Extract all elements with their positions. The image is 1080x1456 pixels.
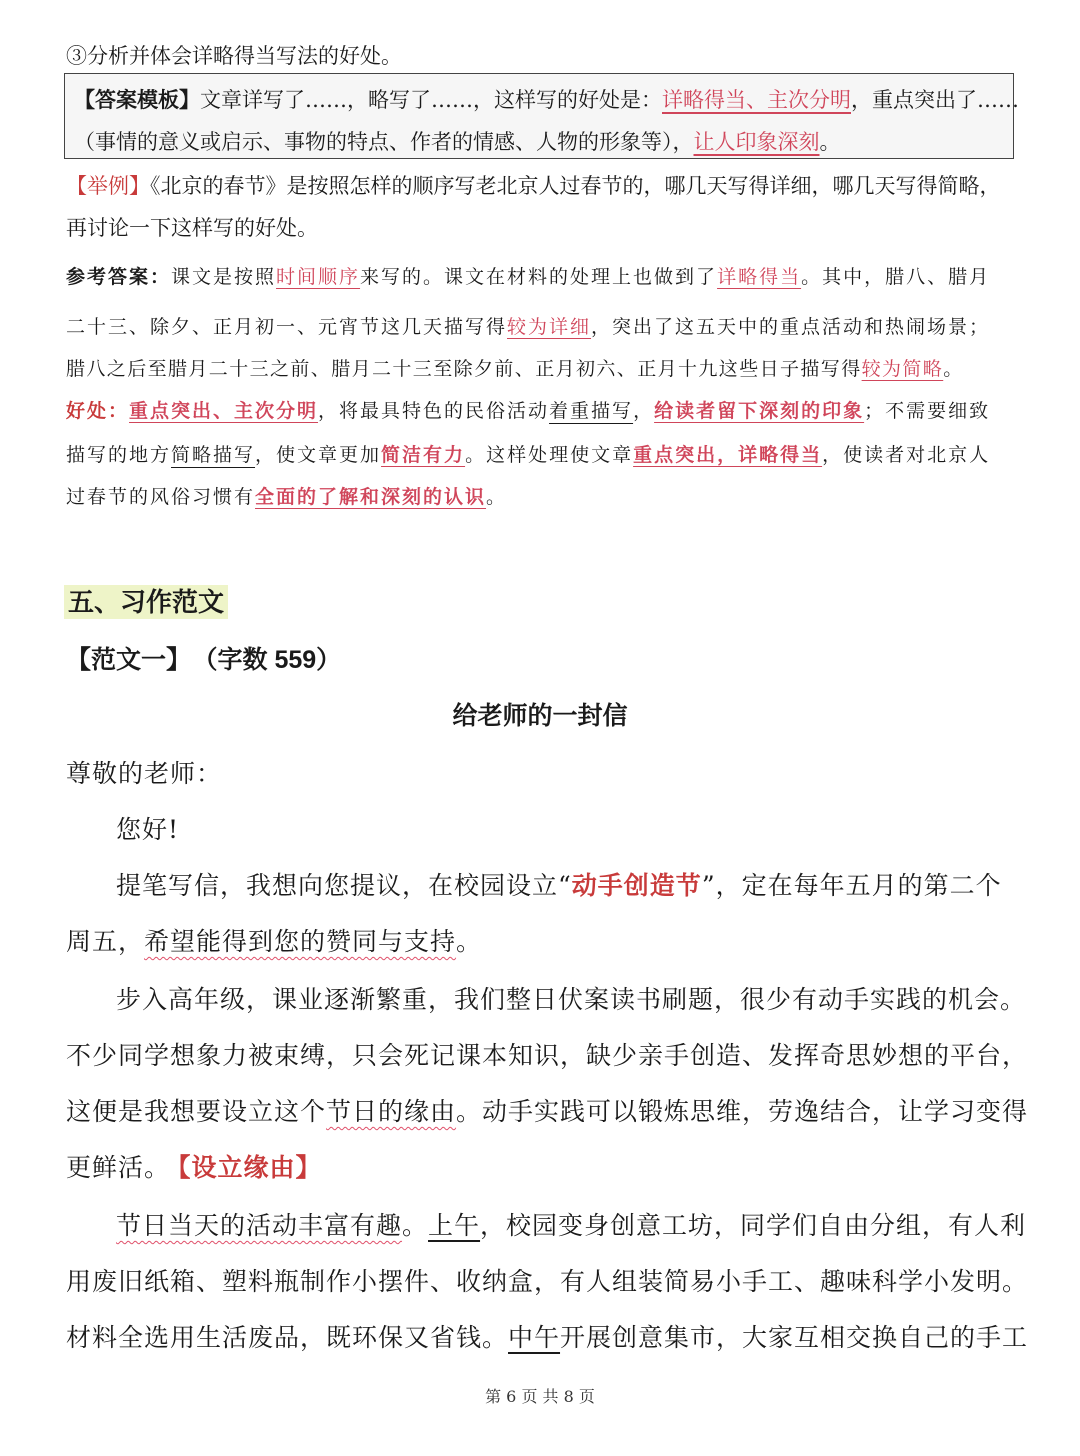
reference-label: 参考答案： <box>66 267 172 288</box>
wavy-underlined-phrase: 节日的缘由 <box>326 1097 457 1126</box>
page-footer: 第 6 页 共 8 页 <box>485 1387 595 1406</box>
underlined-phrase: 上午 <box>428 1211 481 1240</box>
reference-text: 课文是按照 <box>171 266 277 288</box>
template-label: 【答案模板】 <box>74 87 200 112</box>
underlined-phrase: 简略描写 <box>171 444 256 466</box>
essay-text: ”，定在每年五月的第二个 <box>701 871 1002 900</box>
annotation-tag: 【设立缘由】 <box>178 1154 322 1182</box>
essay-text: 。 <box>456 927 483 956</box>
template-text: ，重点突出了…… <box>851 88 1019 112</box>
reference-text: 描写的地方 <box>66 444 172 466</box>
reference-text: 。这样处理使文章 <box>465 444 634 466</box>
essay-highlight: 动手创造节 <box>571 872 702 900</box>
reference-text: 来写的。课文在材料的处理上也做到了 <box>360 266 718 288</box>
template-key-phrase: 详略得当、主次分明 <box>662 88 851 112</box>
essay-p2-line3 <box>66 1092 1028 1128</box>
reference-text: ， <box>633 400 655 422</box>
section-title: 五、习作范文 <box>64 585 228 619</box>
reference-line-6 <box>66 482 507 509</box>
essay-title: 给老师的一封信 <box>452 702 628 730</box>
underlined-phrase: 中午 <box>508 1323 561 1352</box>
word-count: （字数 559） <box>205 646 342 674</box>
benefit-label: 好处： <box>66 400 130 422</box>
reference-text: ，突出了这五天中的重点活动和热闹场景； <box>591 316 991 338</box>
reference-text: ；不需要细致 <box>864 400 991 422</box>
template-text: 。 <box>819 130 841 154</box>
reference-text: 二十三、除夕、正月初一、元宵节这几天描写得 <box>66 316 508 338</box>
key-phrase: 详略得当 <box>717 266 802 288</box>
essay-p3-line3 <box>66 1318 1028 1354</box>
reference-line-5 <box>66 440 990 467</box>
reference-text: ，使文章更加 <box>255 444 382 466</box>
key-phrase: 较为简略 <box>861 358 944 380</box>
key-phrase: 较为详细 <box>507 316 592 338</box>
reference-line-2 <box>66 312 990 339</box>
reference-line-1 <box>66 262 990 289</box>
template-key-phrase: 让人印象深刻 <box>693 130 820 154</box>
key-phrase: 简洁有力 <box>381 444 466 466</box>
sample-heading <box>66 640 341 676</box>
wavy-underlined-phrase: 希望能得到您的赞同与支持 <box>144 927 457 956</box>
example-text: 《北京的春节》是按照怎样的顺序写老北京人过春节的，哪几天写得详细，哪几天写得简略， <box>150 174 1001 198</box>
essay-p2-line1: 步入高年级，课业逐渐繁重，我们整日伏案读书刷题，很少有动手实践的机会。 <box>116 985 1027 1014</box>
key-phrase: 给读者留下深刻的印象 <box>654 400 865 422</box>
reference-text: 。 <box>943 358 964 380</box>
essay-text: 开展创意集市，大家互相交换自己的手工 <box>560 1323 1029 1352</box>
essay-greeting: 尊敬的老师： <box>66 759 223 788</box>
example-line-2: 再讨论一下这样写的好处。 <box>66 216 318 240</box>
template-line-1 <box>74 84 1019 114</box>
reference-text: 过春节的风俗习惯有 <box>66 486 256 508</box>
template-text: （事情的意义或启示、事物的特点、作者的情感、人物的形象等）， <box>74 130 694 154</box>
example-label: 【举例】 <box>66 174 150 198</box>
key-phrase: 重点突出、主次分明 <box>129 400 319 422</box>
reference-text: ，使读者对北京人 <box>822 444 991 466</box>
template-text: 文章详写了……，略写了……，这样写的好处是： <box>200 88 662 112</box>
essay-hello: 您好! <box>116 815 180 844</box>
essay-p2-line2: 不少同学想象力被束缚，只会死记课本知识，缺少亲手创造、发挥奇思妙想的平台， <box>66 1041 1029 1070</box>
essay-text: 周五， <box>66 927 145 956</box>
essay-text: 提笔写信，我想向您提议，在校园设立“ <box>116 871 572 900</box>
sample-label: 【范文一】 <box>66 646 192 674</box>
reference-text: 腊八之后至腊月二十三之前、腊月二十三至除夕前、正月初六、正月十九这些日子描写得 <box>66 358 862 380</box>
wavy-underlined-phrase: 节日当天的活动丰富有趣 <box>116 1211 403 1240</box>
reference-line-4 <box>66 396 990 423</box>
essay-text: 。动手实践可以锻炼思维，劳逸结合，让学习变得 <box>456 1097 1029 1126</box>
essay-text: 材料全选用生活废品，既环保又省钱。 <box>66 1323 509 1352</box>
key-phrase: 时间顺序 <box>276 266 361 288</box>
essay-p1-line1 <box>116 866 1002 902</box>
key-phrase: 重点突出，详略得当 <box>633 444 823 466</box>
reference-text: 。 <box>486 486 508 508</box>
essay-p1-line2 <box>66 922 482 958</box>
reference-text: 。其中，腊八、腊月 <box>801 266 991 288</box>
essay-p3-line1 <box>116 1206 1026 1242</box>
key-phrase: 全面的了解和深刻的认识 <box>255 486 487 508</box>
method-item-3: ③分析并体会详略得当写法的好处。 <box>66 44 402 68</box>
essay-text: 更鲜活。 <box>66 1153 171 1182</box>
reference-text: ，将最具特色的民俗活动 <box>318 400 550 422</box>
reference-line-3 <box>66 354 964 381</box>
section-heading <box>64 582 228 619</box>
underlined-phrase: 着重描写 <box>549 400 634 422</box>
template-line-2 <box>74 126 841 156</box>
example-line-1 <box>66 170 1001 200</box>
essay-text: ，校园变身创意工坊，同学们自由分组，有人利 <box>480 1211 1027 1240</box>
essay-text: 。 <box>402 1211 429 1240</box>
essay-p3-line2: 用废旧纸箱、塑料瓶制作小摆件、收纳盒，有人组装简易小手工、趣味科学小发明。 <box>66 1267 1029 1296</box>
essay-p2-line4 <box>66 1148 322 1184</box>
essay-text: 这便是我想要设立这个 <box>66 1097 327 1126</box>
